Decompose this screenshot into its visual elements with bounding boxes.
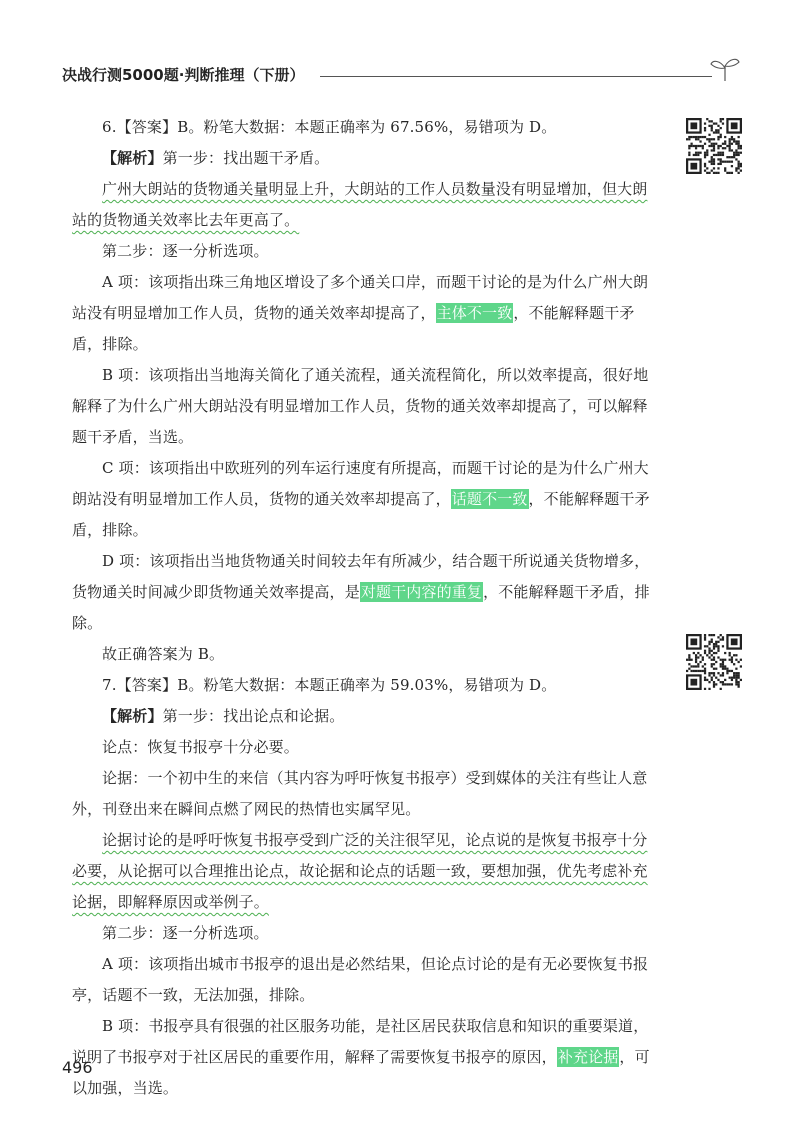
q6-answer: 6.【答案】B。粉笔大数据：本题正确率为 67.56%，易错项为 D。 (102, 118, 557, 136)
page-content (72, 112, 660, 1104)
highlight-tag: 话题不一致 (451, 490, 528, 508)
qr-code-icon[interactable] (686, 634, 742, 690)
q7-analysis (72, 701, 660, 732)
q6-option-b: B 项：该项指出当地海关简化了通关流程，通关流程简化，所以效率提高，很好地解释了为什么广州大朗站没有明显增加工作人员，货物的通关效率却提高了，可以解释题干矛盾，当选。 (72, 366, 649, 446)
contradiction-text: 广州大朗站的货物通关量明显上升，大朗站的工作人员数量没有明显增加，但大朗站的货物通关效率比去年更高了。 (72, 180, 648, 229)
highlight-tag: 对题干内容的重复 (360, 583, 483, 601)
q6-option-d: D 项：该项指出当地货物通关时间较去年有所减少，结合题干所说通关货物增多，货物通关时间减少即货物通关效率提高，是对题干内容的重复，不能解释题干矛盾，排除。 (72, 552, 650, 632)
q7-step2: 第二步：逐一分析选项。 (102, 924, 269, 942)
header-title: 决战行测5000题·判断推理（下册） (62, 66, 305, 84)
sprout-icon (708, 56, 742, 82)
qr-code-icon[interactable] (686, 118, 742, 174)
q6-conclusion: 故正确答案为 B。 (102, 645, 225, 663)
highlight-tag: 主体不一致 (436, 304, 513, 322)
page-number: 496 (62, 1058, 93, 1077)
q7-reasoning (72, 825, 660, 918)
analysis-text: 第一步：找出论点和论据。 (162, 707, 345, 725)
analysis-label: 【解析】 (102, 707, 163, 725)
header-rule (320, 76, 712, 77)
q7-option-a: A 项：该项指出城市书报亭的退出是必然结果，但论点讨论的是有无必要恢复书报亭，话题不一致，无法加强，排除。 (72, 955, 649, 1004)
q6-contradiction (72, 174, 660, 236)
q7-thesis: 论点：恢复书报亭十分必要。 (102, 738, 299, 756)
highlight-tag: 补充论据 (557, 1048, 619, 1066)
q6-option-c: C 项：该项指出中欧班列的列车运行速度有所提高，而题干讨论的是为什么广州大朗站没有明显增加工作人员，货物的通关效率却提高了，话题不一致，不能解释题干矛盾，排除。 (72, 459, 650, 539)
q6-option-a: A 项：该项指出珠三角地区增设了多个通关口岸，而题干讨论的是为什么广州大朗站没有明显增加工作人员，货物的通关效率却提高了，主体不一致，不能解释题干矛盾，排除。 (72, 273, 649, 353)
q7-answer: 7.【答案】B。粉笔大数据：本题正确率为 59.03%，易错项为 D。 (102, 676, 557, 694)
q7-option-b: B 项：书报亭具有很强的社区服务功能，是社区居民获取信息和知识的重要渠道，说明了书报亭对于社区居民的重要作用，解释了需要恢复书报亭的原因，补充论据，可以加强，当选。 (72, 1017, 650, 1097)
q6-step2: 第二步：逐一分析选项。 (102, 242, 269, 260)
analysis-label: 【解析】 (102, 149, 163, 167)
q7-evidence: 论据：一个初中生的来信（其内容为呼吁恢复书报亭）受到媒体的关注有些让人意外，刊登出来在瞬间点燃了网民的热情也实属罕见。 (72, 769, 648, 818)
page-header (62, 62, 752, 92)
reasoning-text: 论据讨论的是呼吁恢复书报亭受到广泛的关注很罕见，论点说的是恢复书报亭十分必要，从论据可以合理推出论点，故论据和论点的话题一致，要想加强，优先考虑补充论据，即解释原因或举例子。 (72, 831, 648, 911)
q6-analysis (72, 143, 660, 174)
analysis-text: 第一步：找出题干矛盾。 (162, 149, 330, 167)
